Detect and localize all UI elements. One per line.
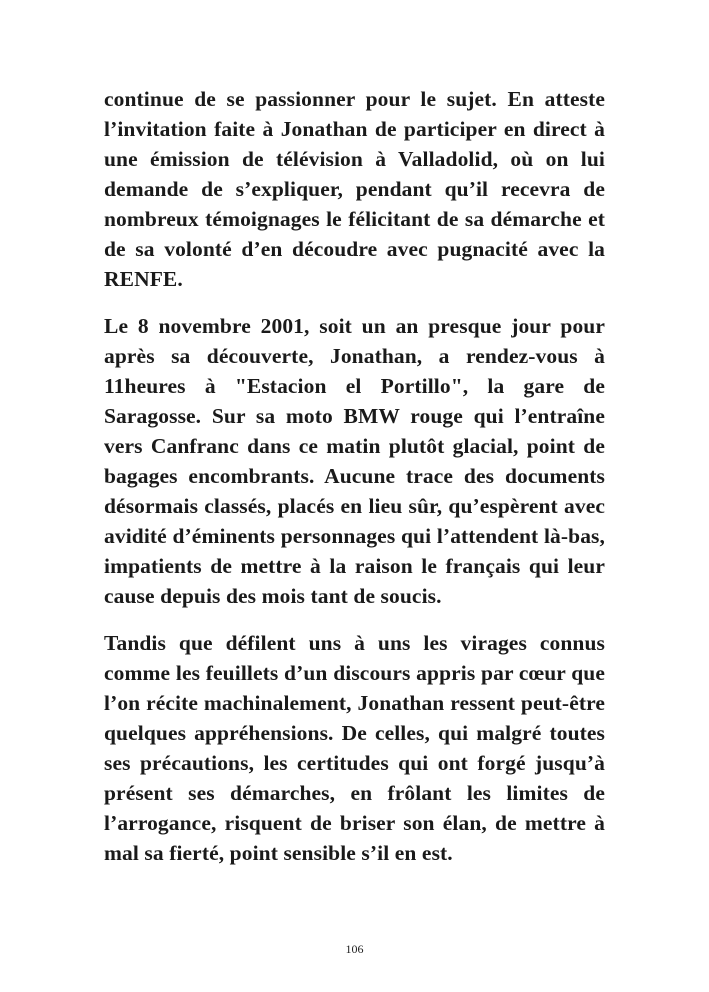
paragraph-1: continue de se passionner pour le sujet. En atteste l’invitation faite à Jonathan de participer en direct à une émission de télévision à Valladolid, où on lui demande de s’expliquer, pendant qu’il recevra de nombreux témoignages le félicitant de sa démarche et de sa volonté d’en découdre avec pugnacité avec la RENFE.: [104, 87, 605, 291]
paragraph-3: Tandis que défilent uns à uns les virages connus comme les feuillets d’un discours appris par cœur que l’on récite machinalement, Jonathan ressent peut-être quelques appréhensions. De celles, qui malgré toutes ses précautions, les certitudes qui ont forgé jusqu’à présent ses démarches, en frôlant les limites de l’arrogance, risquent de briser son élan, de mettre à mal sa fierté, point sensible s’il en est.: [104, 631, 605, 865]
paragraph-2: Le 8 novembre 2001, soit un an presque jour pour après sa découverte, Jonathan, a rendez-vous à 11heures à "Estacion el Portillo", la gare de Saragosse. Sur sa moto BMW rouge qui l’entraîne vers Canfranc dans ce matin plutôt glacial, point de bagages encombrants. Aucune trace des documents désormais classés, placés en lieu sûr, qu’espèrent avec avidité d’éminents personnages qui l’attendent là-bas, impatients de mettre à la raison le français qui leur cause depuis des mois tant de soucis.: [104, 314, 605, 608]
body-text: [104, 84, 605, 868]
page-number: 106: [345, 942, 364, 956]
